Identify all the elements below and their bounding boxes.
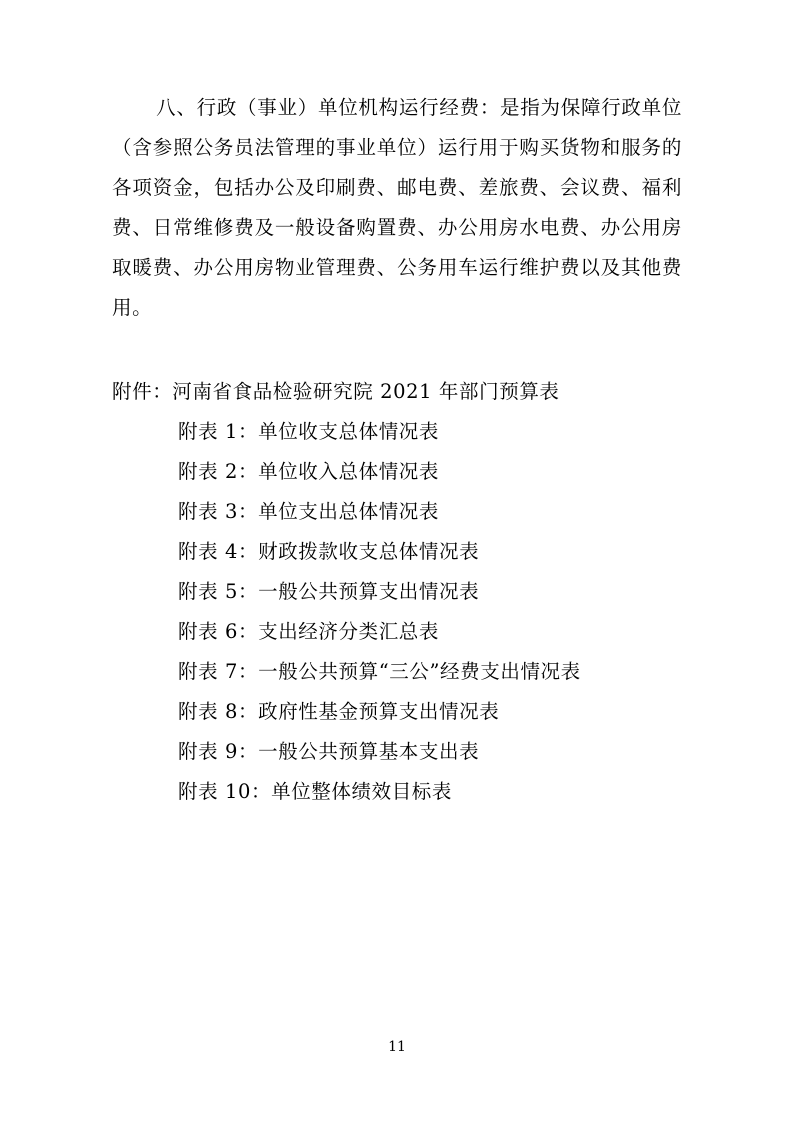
list-item: 附表 3：单位支出总体情况表 [178, 500, 440, 523]
paragraph-text: 八、行政（事业）单位机构运行经费：是指为保障行政单位（含参照公务员法管理的事业单位）运行用于购买货物和服务的各项资金，包括办公及印刷费、邮电费、差旅费、会议费、福利费、日常维修费及一般设备购置费、办公用房水电费、办公用房取暖费、办公用房物业管理费、公务用车运行维护费以及其他费用。 [112, 96, 682, 319]
page-number: 11 [388, 1039, 406, 1055]
list-item: 附表 6：支出经济分类汇总表 [178, 620, 440, 643]
list-item: 附表 4：财政拨款收支总体情况表 [178, 540, 480, 563]
list-item: 附表 8：政府性基金预算支出情况表 [178, 700, 500, 723]
attachment-block [112, 372, 682, 812]
list-item: 附表 1：单位收支总体情况表 [178, 420, 440, 443]
attachment-list [112, 412, 682, 812]
paragraph-item-eight [112, 88, 682, 328]
attachment-title: 附件：河南省食品检验研究院 2021 年部门预算表 [112, 380, 560, 403]
list-item: 附表 2：单位收入总体情况表 [178, 460, 440, 483]
list-item: 附表 7：一般公共预算“三公”经费支出情况表 [178, 660, 581, 683]
list-item: 附表 10：单位整体绩效目标表 [178, 780, 453, 803]
list-item: 附表 9：一般公共预算基本支出表 [178, 740, 480, 763]
list-item: 附表 5：一般公共预算支出情况表 [178, 580, 480, 603]
